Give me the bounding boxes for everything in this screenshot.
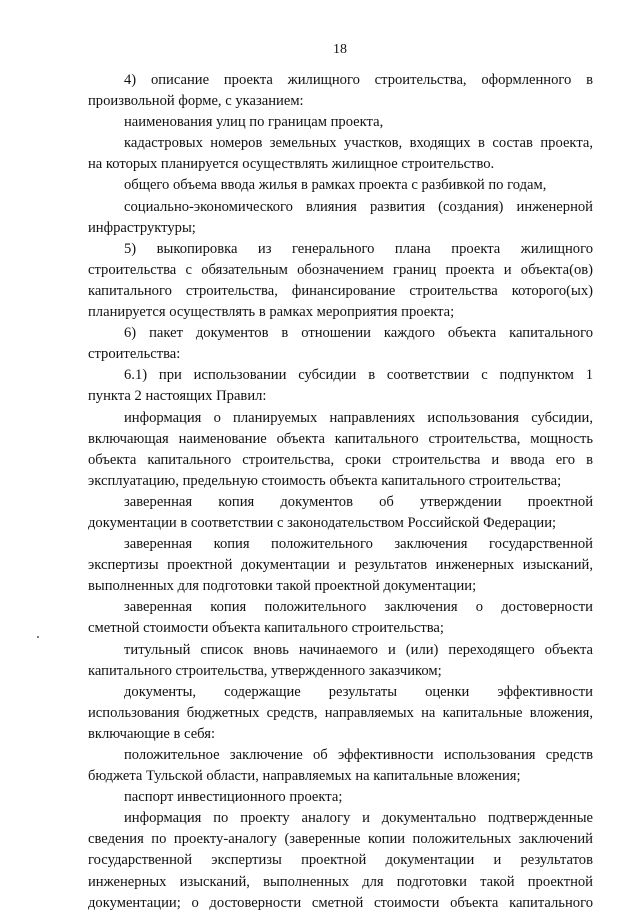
text-line: экспертизы проектной документации и результатов инженерных изысканий,: [88, 557, 593, 574]
text-line: 6.1) при использовании субсидии в соответствии с подпунктом 1: [124, 367, 593, 384]
text-line: информация по проекту аналогу и документально подтвержденные: [124, 810, 593, 827]
text-line: общего объема ввода жилья в рамках проекта с разбивкой по годам,: [124, 177, 547, 194]
text-line: эксплуатацию, предельную стоимость объекта капитального строительства;: [88, 472, 562, 489]
scan-artifact-dot: [37, 636, 39, 638]
text-line: использования бюджетных средств, направляемых на капитальные вложения,: [88, 704, 593, 721]
text-line: титульный список вновь начинаемого и (или) переходящего объекта: [124, 641, 593, 658]
text-line: наименования улиц по границам проекта,: [124, 114, 384, 131]
text-line: заверенная копия положительного заключения государственной: [124, 536, 593, 553]
text-line: пункта 2 настоящих Правил:: [88, 388, 267, 405]
text-line: сметной стоимости объекта капитального строительства;: [88, 620, 444, 637]
text-line: объекта капитального строительства, сроки строительства и ввода его в: [88, 451, 593, 468]
text-line: 6) пакет документов в отношении каждого объекта капитального: [124, 325, 593, 342]
text-line: строительства:: [88, 346, 181, 363]
text-line: государственной экспертизы проектной документации и результатов: [88, 852, 593, 869]
text-line: капитального строительства, утвержденного заказчиком;: [88, 662, 442, 679]
text-line: документы, содержащие результаты оценки эффективности: [124, 683, 593, 700]
text-line: планируется осуществлять в рамках мероприятия проекта;: [88, 304, 455, 321]
text-line: кадастровых номеров земельных участков, входящих в состав проекта,: [124, 135, 593, 152]
text-line: социально-экономического влияния развития (создания) инженерной: [124, 198, 593, 215]
text-line: инженерных изысканий, выполненных для подготовки такой проектной: [88, 873, 593, 890]
text-line: инфраструктуры;: [88, 219, 196, 236]
text-line: заверенная копия документов об утверждении проектной: [124, 493, 593, 510]
text-line: положительное заключение об эффективности использования средств: [124, 747, 593, 763]
text-line: произвольной форме, с указанием:: [88, 93, 304, 110]
text-line: выполненных для подготовки такой проектной документации;: [88, 578, 477, 595]
page-number: 18: [333, 42, 347, 57]
text-line: включающие в себя:: [88, 725, 216, 742]
text-line: бюджета Тульской области, направляемых на капитальные вложения;: [88, 768, 521, 785]
text-line: сведения по проекту-аналогу (заверенные копии положительных заключений: [88, 831, 593, 848]
text-line: включающая наименование объекта капитального строительства, мощность: [88, 430, 593, 447]
text-line: строительства с обязательным обозначением границ проекта и объекта(ов): [88, 261, 593, 278]
text-line: паспорт инвестиционного проекта;: [124, 789, 343, 806]
text-line: 5) выкопировка из генерального плана проекта жилищного: [124, 240, 593, 257]
text-line: информация о планируемых направлениях использования субсидии,: [124, 409, 593, 426]
text-line: заверенная копия положительного заключения о достоверности: [124, 599, 593, 616]
text-line: на которых планируется осуществлять жилищное строительство.: [88, 156, 495, 173]
text-line: документации в соответствии с законодательством Российской Федерации;: [88, 514, 557, 531]
text-line: капитального строительства, финансирование строительства которого(ых): [88, 282, 593, 299]
text-line: 4) описание проекта жилищного строительства, оформленного в: [124, 72, 593, 88]
document-body: [88, 70, 593, 914]
text-line: документации; о достоверности сметной стоимости объекта капитального: [88, 894, 593, 911]
